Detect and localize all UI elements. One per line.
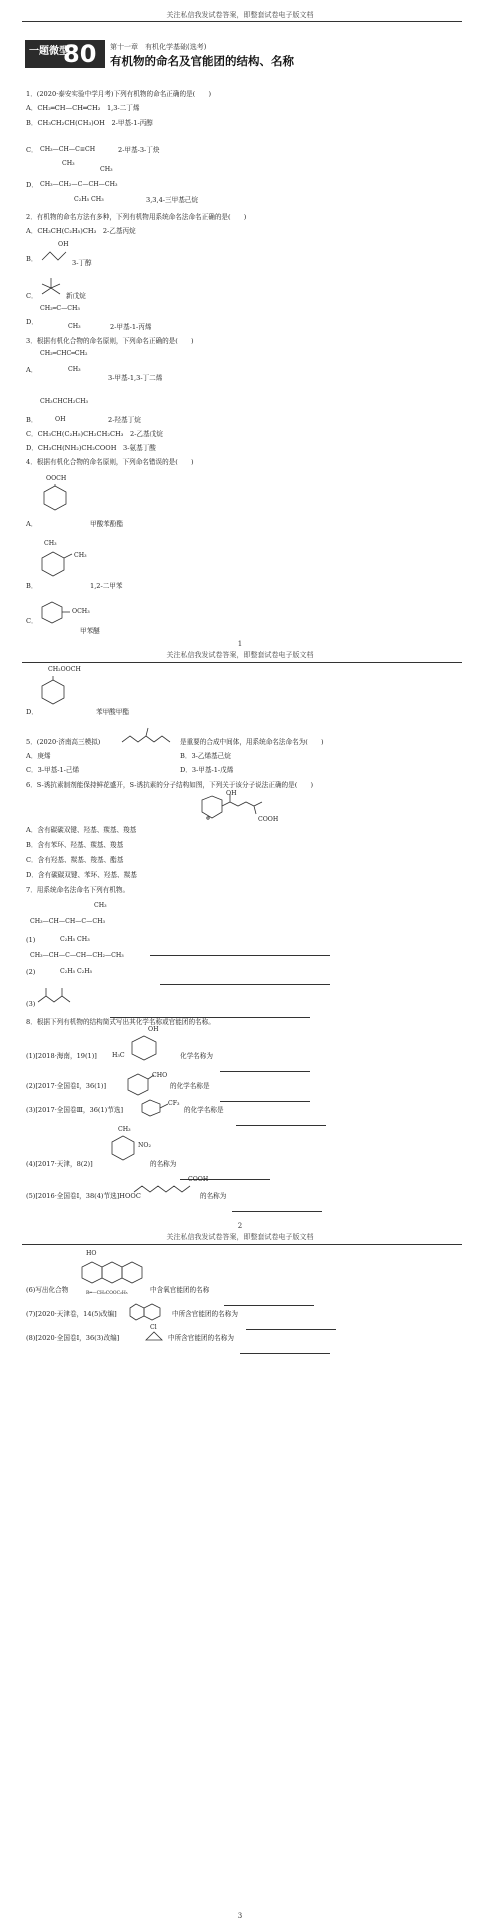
q4-option-c-label: C．: [26, 617, 38, 625]
q4-b-top: CH₃: [44, 540, 57, 547]
q8-i3-tail: 的化学名称是: [184, 1106, 224, 1114]
q2-stem: 2．有机物的命名方法有多种，下列有机物用系统命名法命名正确的是( ): [26, 213, 247, 221]
page-title: 有机物的命名及官能团的结构、名称: [110, 54, 294, 68]
q8-i7-structure: [128, 1302, 168, 1322]
q8-i1-oh: OH: [148, 1026, 159, 1033]
q8-i1-answer-blank[interactable]: [220, 1057, 310, 1076]
q1-d-name: 3,3,4-三甲基己烷: [146, 196, 198, 204]
q6-option-a: A．含有碳碳双键、羟基、羰基、羧基: [26, 826, 137, 834]
q8-i8-structure: [142, 1330, 166, 1344]
q2-b-structure: [40, 248, 70, 264]
q8-i3-cf3: CF₃: [168, 1100, 180, 1107]
q8-i5-answer-blank[interactable]: [232, 1197, 322, 1216]
q2-d-sub: CH₃: [68, 323, 81, 330]
q1-option-a: A．CH₂═CH—CH═CH₂ 1,3-二丁烯: [26, 104, 140, 112]
q4-d-name: 苯甲酸甲酯: [96, 708, 129, 716]
q1-option-c-label: C．: [26, 146, 38, 154]
q8-i5-label: (5)[2016·全国卷Ⅰ，38(4)节选]HOOC: [26, 1192, 141, 1200]
q8-i8-label: (8)[2020·全国卷Ⅰ，36(3)改编]: [26, 1334, 120, 1342]
q3-a-formula: CH₂═CHC═CH₂: [40, 350, 88, 357]
q2-d-formula: CH₂═C—CH₃: [40, 305, 80, 312]
q3-stem: 3．根据有机化合物的命名原则，下列命名正确的是( ): [26, 337, 194, 345]
q1-c-name: 2-甲基-3-丁炔: [118, 146, 160, 154]
q1-c-formula: CH₃—CH—C≡CH: [40, 146, 96, 153]
q4-option-a-label: A．: [26, 520, 38, 528]
q8-i4-no2: NO₂: [138, 1142, 151, 1149]
q7-s1-top: CH₃: [94, 902, 107, 909]
q3-option-a-label: A．: [26, 366, 38, 374]
q5-option-d: D．3-甲基-1-戊烯: [180, 766, 234, 774]
q3-b-name: 2-羟基丁烷: [108, 416, 141, 424]
q4-c-side: OCH₃: [72, 608, 90, 615]
q2-option-d-label: D．: [26, 318, 38, 326]
q8-i1-h3c: H₃C: [112, 1052, 125, 1059]
q8-i6-ho: HO: [86, 1250, 97, 1257]
q8-i1-label: (1)[2018·海南，19(1)]: [26, 1052, 97, 1060]
q5-option-b: B．3-乙烯基己烷: [180, 752, 231, 760]
q6-option-d: D．含有碳碳双键、苯环、羟基、羰基: [26, 871, 137, 879]
q8-i7-tail: 中所含官能团的名称为: [172, 1310, 238, 1318]
q5-stem-b: 是重要的合成中间体，用系统命名法命名为( ): [180, 738, 324, 746]
q1-c-sub: CH₃: [62, 160, 75, 167]
q8-i4-ch3: CH₃: [118, 1126, 131, 1133]
q4-b-side: CH₃: [74, 552, 87, 559]
chapter-label: 第十一章 有机化学基础(选考): [110, 43, 207, 51]
badge-sub: 一题微型: [29, 46, 69, 57]
q1-stem: 1．(2020·泰安实验中学月考)下列有机物的命名正确的是( ): [26, 90, 212, 98]
header-note: 关注私信我发试卷答案，即整套试卷电子版文档: [166, 11, 314, 19]
q1-d-sub: C₂H₅ CH₃: [74, 196, 104, 203]
q6-stem: 6．S-诱抗素制剂能保持鲜花盛开，S-诱抗素的分子结构如图，下列关于该分子说法正确的是( ): [26, 781, 314, 789]
q8-i2-tail: 的化学名称是: [170, 1082, 210, 1090]
q4-option-b-label: B．: [26, 582, 38, 590]
q8-i2-label: (2)[2017·全国卷Ⅰ，36(1)]: [26, 1082, 107, 1090]
q6-struct-cooh: COOH: [258, 816, 279, 823]
q1-d-formula: CH₃—CH₂—C—CH—CH₃: [40, 181, 118, 188]
q7-s2-sub: C₂H₅ C₂H₅: [60, 968, 93, 975]
header-note: 关注私信我发试卷答案，即整套试卷电子版文档: [166, 651, 314, 659]
q7-s2-formula: CH₃—CH—C—CH—CH₂—CH₃: [30, 952, 124, 959]
header-rule: [22, 1244, 462, 1245]
q7-s1-label: (1): [26, 936, 36, 944]
q5-option-a: A．庚烯: [26, 752, 51, 760]
q8-i1-benzene: [130, 1034, 162, 1062]
q3-b-sub: OH: [55, 416, 66, 423]
q8-i6-group: R═—CH₂COOC₂H₅: [86, 1291, 128, 1296]
q2-c-structure: [38, 276, 64, 300]
q4-b-name: 1,2-二甲苯: [90, 582, 123, 590]
q8-i6-answer-blank[interactable]: [224, 1291, 314, 1310]
q7-s2-answer-blank[interactable]: [160, 970, 330, 989]
q2-option-a: A．CH₃CH(C₂H₅)CH₃ 2-乙基丙烷: [26, 227, 136, 235]
q8-i8-cl: Cl: [150, 1324, 157, 1331]
header-note: 关注私信我发试卷答案，即整套试卷电子版文档: [166, 1233, 314, 1241]
q2-b-name: 3-丁醇: [72, 259, 92, 267]
badge-number: 80: [63, 40, 97, 68]
page-number: 3: [237, 1912, 243, 1920]
q4-a-top: OOCH: [46, 475, 67, 482]
q3-option-b-label: B．: [26, 416, 38, 424]
q2-option-b-label: B．: [26, 255, 38, 263]
q7-s3-label: (3): [26, 1000, 36, 1008]
q5-option-c: C．3-甲基-1-己烯: [26, 766, 80, 774]
q1-option-d-label: D．: [26, 181, 38, 189]
q8-i5-chain: [132, 1182, 196, 1196]
q8-i7-label: (7)[2020·天津卷，14(5)改编]: [26, 1310, 117, 1318]
q4-a-name: 甲酸苯酚酯: [90, 520, 123, 528]
q6-option-b: B．含有苯环、羟基、羰基、羧基: [26, 841, 124, 849]
q3-option-c: C．CH₃CH(C₂H₅)CH₂CH₂CH₃ 2-乙基戊烷: [26, 430, 163, 438]
q2-option-c-label: C．: [26, 292, 38, 300]
q3-b-formula: CH₃CHCH₂CH₃: [40, 398, 88, 405]
q8-i2-benzene: [126, 1072, 154, 1096]
q8-i2-answer-blank[interactable]: [220, 1087, 310, 1106]
q2-c-name: 新戊烷: [66, 292, 86, 300]
q6-option-c: C．含有羟基、羰基、羧基、酯基: [26, 856, 124, 864]
q4-d-top: CH₂OOCH: [48, 666, 81, 673]
q8-i6-label: (6)写出化合物: [26, 1286, 69, 1294]
header-rule: [22, 662, 462, 663]
page-number: 1: [237, 640, 243, 648]
topic-badge: [25, 40, 105, 68]
q8-i7-answer-blank[interactable]: [246, 1315, 336, 1334]
q7-s1-sub: C₂H₅ CH₃: [60, 936, 90, 943]
q8-i5-tail: 的名称为: [200, 1192, 227, 1200]
header-rule: [22, 21, 462, 22]
q2-b-oh: OH: [58, 241, 69, 248]
q4-c-name: 甲苯醚: [80, 627, 100, 635]
q7-s1-answer-blank[interactable]: [150, 941, 330, 960]
q4-stem: 4．根据有机化合物的命名原则，下列命名错误的是( ): [26, 458, 194, 466]
q7-s2-label: (2): [26, 968, 36, 976]
q1-d-top: CH₃: [100, 166, 113, 173]
q7-stem: 7．用系统命名法命名下列有机物。: [26, 886, 130, 894]
q4-a-benzene: [42, 484, 68, 512]
q2-d-name: 2-甲基-1-丙烯: [110, 323, 152, 331]
q8-i2-cho: CHO: [152, 1072, 168, 1079]
q3-option-d: D．CH₃CH(NH₂)CH₂COOH 3-氨基丁酸: [26, 444, 156, 452]
q8-i8-tail: 中所含官能团的名称为: [168, 1334, 234, 1342]
q5-structure: [120, 724, 180, 746]
q5-stem-a: 5．(2020·济南高三模拟): [26, 738, 101, 746]
page-number: 2: [237, 1222, 243, 1230]
q8-i4-tail: 的名称为: [150, 1160, 177, 1168]
q6-struct-oh: OH: [226, 790, 237, 797]
q8-i3-label: (3)[2017·全国卷Ⅲ，36(1)节选]: [26, 1106, 124, 1114]
q8-stem: 8．根据下列有机物的结构简式写出其化学名称或官能团的名称。: [26, 1018, 215, 1026]
q3-a-name: 3-甲基-1,3-丁二烯: [108, 374, 163, 382]
q3-a-sub: CH₃: [68, 366, 81, 373]
q7-s1-formula: CH₃—CH—CH—C—CH₃: [30, 918, 105, 925]
q8-i6-tail: 中含氧官能团的名称: [150, 1286, 210, 1294]
q8-i4-benzene: [110, 1134, 140, 1162]
q8-i6-structure: [80, 1258, 146, 1288]
q7-s3-structure: [36, 986, 76, 1008]
q8-i1-tail: 化学名称为: [180, 1052, 213, 1060]
q4-c-benzene: [40, 600, 76, 626]
q8-i8-answer-blank[interactable]: [240, 1339, 330, 1358]
q1-option-b: B．CH₃CH₂CH(CH₃)OH 2-甲基-1-丙醇: [26, 119, 153, 127]
q4-option-d-label: D．: [26, 708, 38, 716]
q8-i4-label: (4)[2017·天津，8(2)]: [26, 1160, 93, 1168]
q4-d-benzene: [40, 676, 68, 706]
q8-i3-answer-blank[interactable]: [236, 1111, 326, 1130]
q8-i5-cooh: COOH: [188, 1176, 209, 1183]
